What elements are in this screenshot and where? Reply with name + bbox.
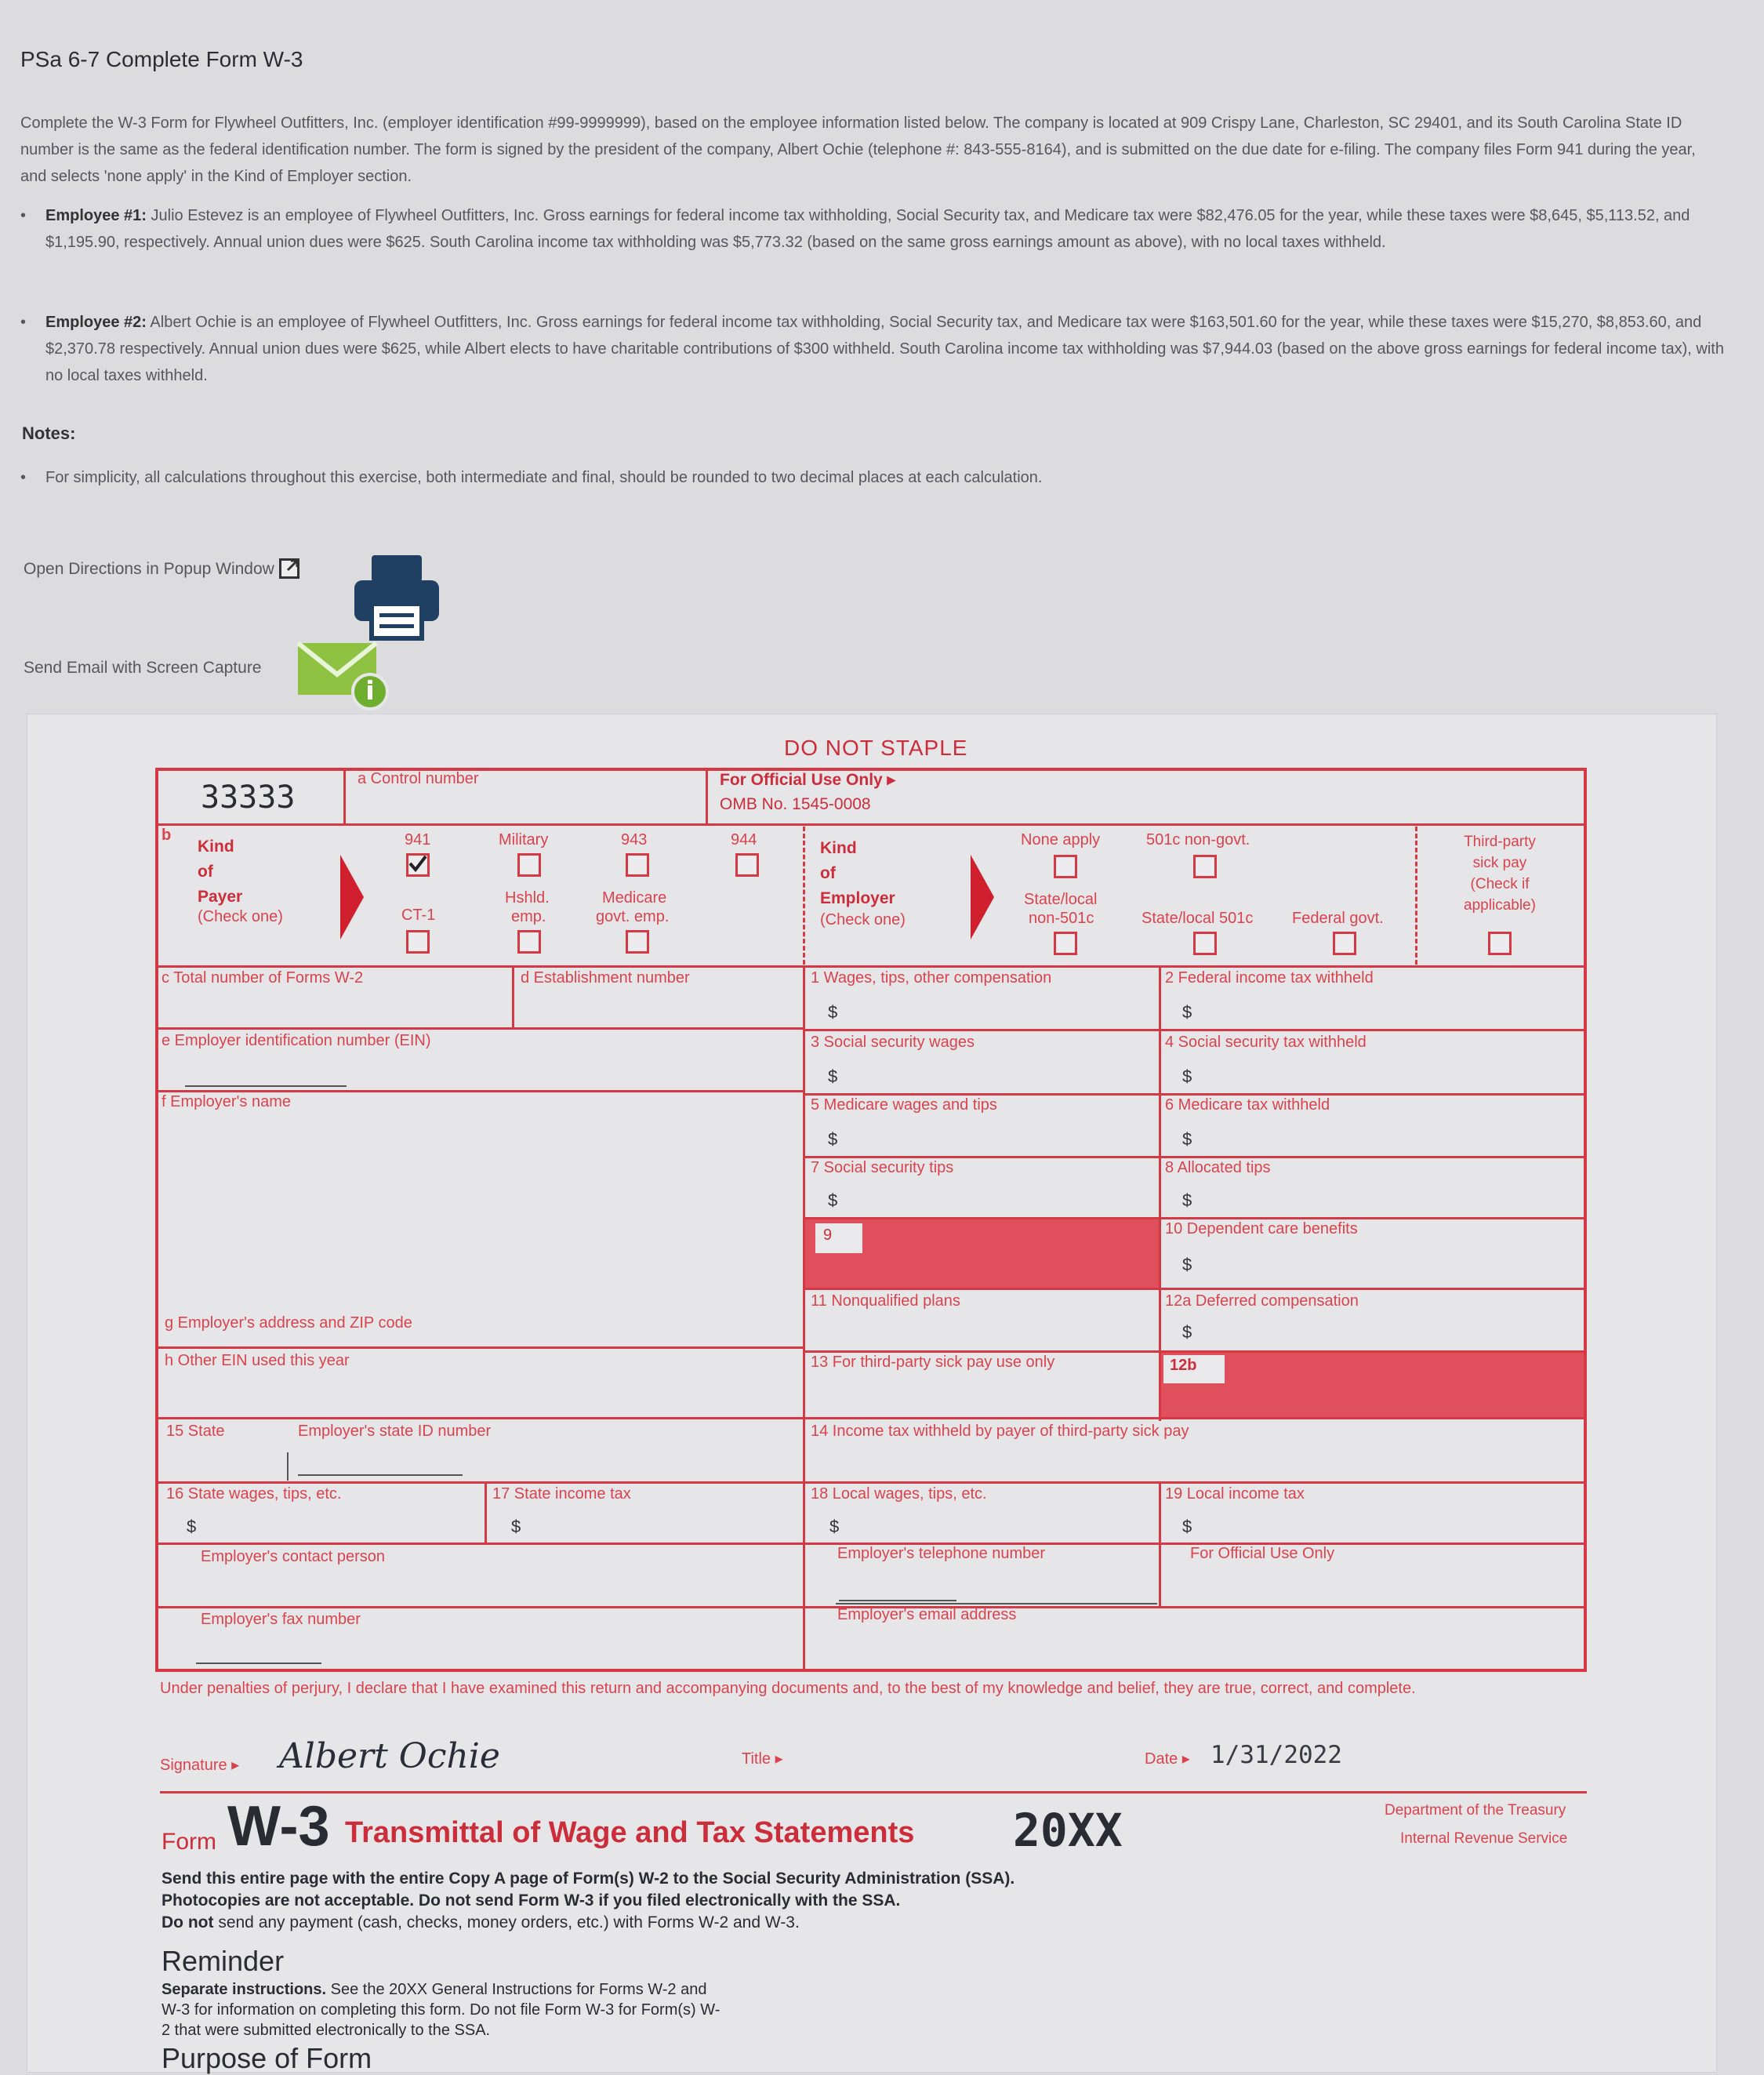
box1-dollar[interactable]: $ [828, 1002, 838, 1022]
box17-dollar[interactable]: $ [511, 1517, 521, 1536]
reminder-heading: Reminder [162, 1945, 285, 1977]
email-label: Employer's email address [837, 1606, 1017, 1623]
checkbox-hshld-emp[interactable] [517, 930, 541, 954]
opt-federal-govt-label: Federal govt. [1292, 910, 1384, 927]
perjury-statement: Under penalties of perjury, I declare that I have examined this return and accompanying documents and, to the best of my knowledge and belief, they are true, correct, and complete. [160, 1680, 1416, 1697]
open-directions-label: Open Directions in Popup Window [24, 560, 274, 578]
date-value[interactable]: 1/31/2022 [1210, 1741, 1342, 1769]
w3-title: W-3 [227, 1795, 330, 1858]
box-d-label: d Establishment number [521, 969, 690, 987]
control-number-label: a Control number [358, 770, 479, 787]
opt-941-label: 941 [405, 831, 431, 849]
bullet: • [20, 469, 27, 486]
fax-label: Employer's fax number [201, 1611, 361, 1628]
opt-none-apply-label: None apply [1021, 831, 1101, 849]
form-code: 33333 [201, 779, 296, 816]
send-instruction-2: Photocopies are not acceptable. Do not send Form W-3 if you filed electronically with the SSA. [162, 1891, 901, 1910]
employee-1-text: Julio Estevez is an employee of Flywheel Outfitters, Inc. Gross earnings for federal income tax withholding, Social Security tax, and Medicare tax were $82,476.05 for the year, while these taxes were $8,645, $5,113.52, and $1,195.90, respectively. Annual union dues were $625. South Carolina income tax withholding was $5,773.32 (based on the same gross earnings amount as above), with no local taxes withheld. [45, 207, 1690, 251]
ein-input-line[interactable] [185, 1085, 347, 1087]
box10-label: 10 Dependent care benefits [1165, 1220, 1358, 1237]
do-not-staple: DO NOT STAPLE [784, 736, 968, 760]
box4-label: 4 Social security tax withheld [1165, 1034, 1367, 1051]
checkbox-ct1[interactable] [406, 930, 430, 954]
notes-heading: Notes: [22, 423, 76, 443]
dept-treasury: Department of the Treasury [1385, 1802, 1566, 1819]
telephone-input-line[interactable] [839, 1600, 956, 1601]
telephone-label: Employer's telephone number [837, 1545, 1046, 1562]
kind-of-payer-label: Kind of Payer [198, 838, 243, 906]
box5-label: 5 Medicare wages and tips [811, 1096, 997, 1114]
box4-dollar[interactable]: $ [1182, 1067, 1192, 1086]
box18-dollar[interactable]: $ [829, 1517, 840, 1536]
send-instruction-3: Do not send any payment (cash, checks, money orders, etc.) with Forms W-2 and W-3. [162, 1913, 800, 1931]
open-directions-link[interactable] [24, 558, 299, 579]
print-icon[interactable] [350, 549, 444, 647]
form-word: Form [162, 1829, 216, 1855]
employee-1-item [20, 202, 1730, 256]
checkbox-federal-govt[interactable] [1333, 932, 1356, 955]
opt-ct1-label: CT-1 [401, 907, 436, 924]
separate-instructions: Separate instructions. See the 20XX General Instructions for Forms W-2 and W-3 for information on completing this form. Do not file Form W-3 for Form(s) W-2 that were submitted electronically to the SSA. [162, 1981, 720, 2039]
checkbox-none-apply[interactable] [1054, 855, 1077, 878]
opt-944-label: 944 [731, 831, 757, 849]
opt-medicare-label: Medicare [602, 889, 667, 907]
box-e-label: e Employer identification number (EIN) [162, 1032, 431, 1049]
signature-label: Signature ▸ [160, 1757, 240, 1774]
checkbox-943[interactable] [626, 853, 649, 877]
box-h-label: h Other EIN used this year [165, 1352, 350, 1369]
opt-govt-emp-label: govt. emp. [596, 908, 670, 925]
checkbox-third-party[interactable] [1488, 932, 1512, 955]
payer-arrow-icon [340, 855, 365, 939]
box6-label: 6 Medicare tax withheld [1165, 1096, 1330, 1114]
date-label: Date ▸ [1145, 1750, 1190, 1768]
checkbox-state-local-501c[interactable] [1193, 932, 1217, 955]
opt-state-local-501c-label: State/local 501c [1142, 910, 1254, 927]
irs-label: Internal Revenue Service [1400, 1830, 1568, 1847]
note-text: For simplicity, all calculations throughout this exercise, both intermediate and final, should be rounded to two decimal places at each calculation. [45, 469, 1043, 486]
external-link-icon [279, 558, 299, 579]
box17-label: 17 State income tax [492, 1485, 631, 1503]
form-title: Transmittal of Wage and Tax Statements [345, 1816, 915, 1849]
bullet: • [20, 314, 27, 331]
opt-military-label: Military [499, 831, 549, 849]
box14-label: 14 Income tax withheld by payer of third-party sick pay [811, 1423, 1189, 1440]
checkbox-941[interactable] [406, 853, 430, 877]
box-c-label: c Total number of Forms W-2 [162, 969, 364, 987]
send-instruction-1: Send this entire page with the entire Copy A page of Form(s) W-2 to the Social Security Administration (SSA). [162, 1870, 1015, 1888]
box19-label: 19 Local income tax [1165, 1485, 1305, 1503]
checkbox-medicare-govt[interactable] [626, 930, 649, 954]
box-g-label: g Employer's address and ZIP code [165, 1314, 412, 1332]
box11-label: 11 Nonqualified plans [811, 1292, 960, 1310]
checkmark-icon [408, 854, 428, 874]
employee-2-item [20, 309, 1730, 389]
box-f-label: f Employer's name [162, 1093, 291, 1110]
opt-hshld-label: Hshld. [505, 889, 550, 907]
box8-dollar[interactable]: $ [1182, 1190, 1192, 1210]
box2-label: 2 Federal income tax withheld [1165, 969, 1374, 987]
employee-2-label: Employee #2: [45, 314, 147, 331]
employee-2-text: Albert Ochie is an employee of Flywheel Outfitters, Inc. Gross earnings for federal income tax withholding, Social Security tax, and Medicare tax were $163,501.60 for the year, while these taxes were $15,270, $8,853.60, and $2,370.78 respectively. Annual union dues were $625, while Albert elects to have charitable contributions of $300 withheld. South Carolina income tax withholding was $7,944.03 (based on the above gross earnings for federal income tax), with no local taxes withheld. [45, 314, 1724, 384]
box5-dollar[interactable]: $ [828, 1129, 838, 1149]
opt-non501c-label: non-501c [1029, 910, 1094, 927]
employer-arrow-icon [971, 855, 996, 939]
state-id-input-line[interactable] [298, 1474, 463, 1476]
third-party-label: Third-party sick pay (Check if applicable) [1464, 834, 1536, 914]
opt-943-label: 943 [621, 831, 648, 849]
box12a-label: 12a Deferred compensation [1165, 1292, 1359, 1310]
box2-dollar[interactable]: $ [1182, 1002, 1192, 1022]
box9-label: 9 [823, 1226, 833, 1244]
checkbox-military[interactable] [517, 853, 541, 877]
form-year: 20XX [1013, 1804, 1123, 1857]
employer-check-one-label: (Check one) [820, 911, 906, 928]
box10-dollar[interactable]: $ [1182, 1255, 1192, 1274]
email-input-line[interactable] [836, 1603, 1157, 1604]
signature[interactable]: Albert Ochie [279, 1736, 500, 1776]
box7-dollar[interactable]: $ [828, 1190, 838, 1210]
opt-501c-label: 501c non-govt. [1146, 831, 1250, 849]
email-icon[interactable] [295, 637, 397, 719]
contact-person-label: Employer's contact person [201, 1548, 386, 1565]
checkbox-501c[interactable] [1193, 855, 1217, 878]
box19-dollar[interactable]: $ [1182, 1517, 1192, 1536]
omb-number: OMB No. 1545-0008 [720, 795, 871, 813]
box16-dollar[interactable]: $ [187, 1517, 197, 1536]
opt-state-local-label: State/local [1024, 891, 1098, 908]
box6-dollar[interactable]: $ [1182, 1129, 1192, 1149]
kind-of-employer-label: Kind of Employer [820, 839, 895, 907]
box8-label: 8 Allocated tips [1165, 1159, 1271, 1176]
intro-text: Complete the W-3 Form for Flywheel Outfitters, Inc. (employer identification #99-9999999), based on the employee information listed below. The company is located at 909 Crispy Lane, Charleston, SC 29401, and its South Carolina State ID number is the same as the federal identification number. The form is signed by the president of the company, Albert Ochie (telephone #: 843-555-8164), and is submitted on the due date for e-filing. The company files Form 941 during the year, and selects 'none apply' in the Kind of Employer section. [20, 114, 1696, 185]
box3-label: 3 Social security wages [811, 1034, 975, 1051]
official-use-label: For Official Use Only ▸ [720, 771, 896, 789]
page-title: PSa 6-7 Complete Form W-3 [20, 47, 303, 71]
checkbox-state-local[interactable] [1054, 932, 1077, 955]
purpose-heading: Purpose of Form [162, 2042, 372, 2074]
box12b-label: 12b [1170, 1357, 1197, 1374]
box15-label: 15 State [166, 1423, 225, 1440]
fax-input-line[interactable] [196, 1663, 321, 1664]
title-label: Title ▸ [742, 1750, 783, 1768]
opt-emp-label: emp. [511, 908, 546, 925]
box7-label: 7 Social security tips [811, 1159, 954, 1176]
check-one-label: (Check one) [198, 908, 283, 925]
note-item [20, 464, 1730, 491]
box13-label: 13 For third-party sick pay use only [811, 1354, 1055, 1371]
box-b-letter: b [162, 827, 172, 844]
box18-label: 18 Local wages, tips, etc. [811, 1485, 987, 1503]
box16-label: 16 State wages, tips, etc. [166, 1485, 342, 1503]
box3-dollar[interactable]: $ [828, 1067, 838, 1086]
checkbox-944[interactable] [735, 853, 759, 877]
box1-label: 1 Wages, tips, other compensation [811, 969, 1052, 987]
employee-1-label: Employee #1: [45, 207, 147, 224]
send-email-link[interactable]: Send Email with Screen Capture [24, 659, 262, 677]
state-id-label: Employer's state ID number [298, 1423, 492, 1440]
box12a-dollar[interactable]: $ [1182, 1322, 1192, 1342]
bullet: • [20, 207, 27, 224]
official-use-only-label: For Official Use Only [1190, 1545, 1335, 1562]
